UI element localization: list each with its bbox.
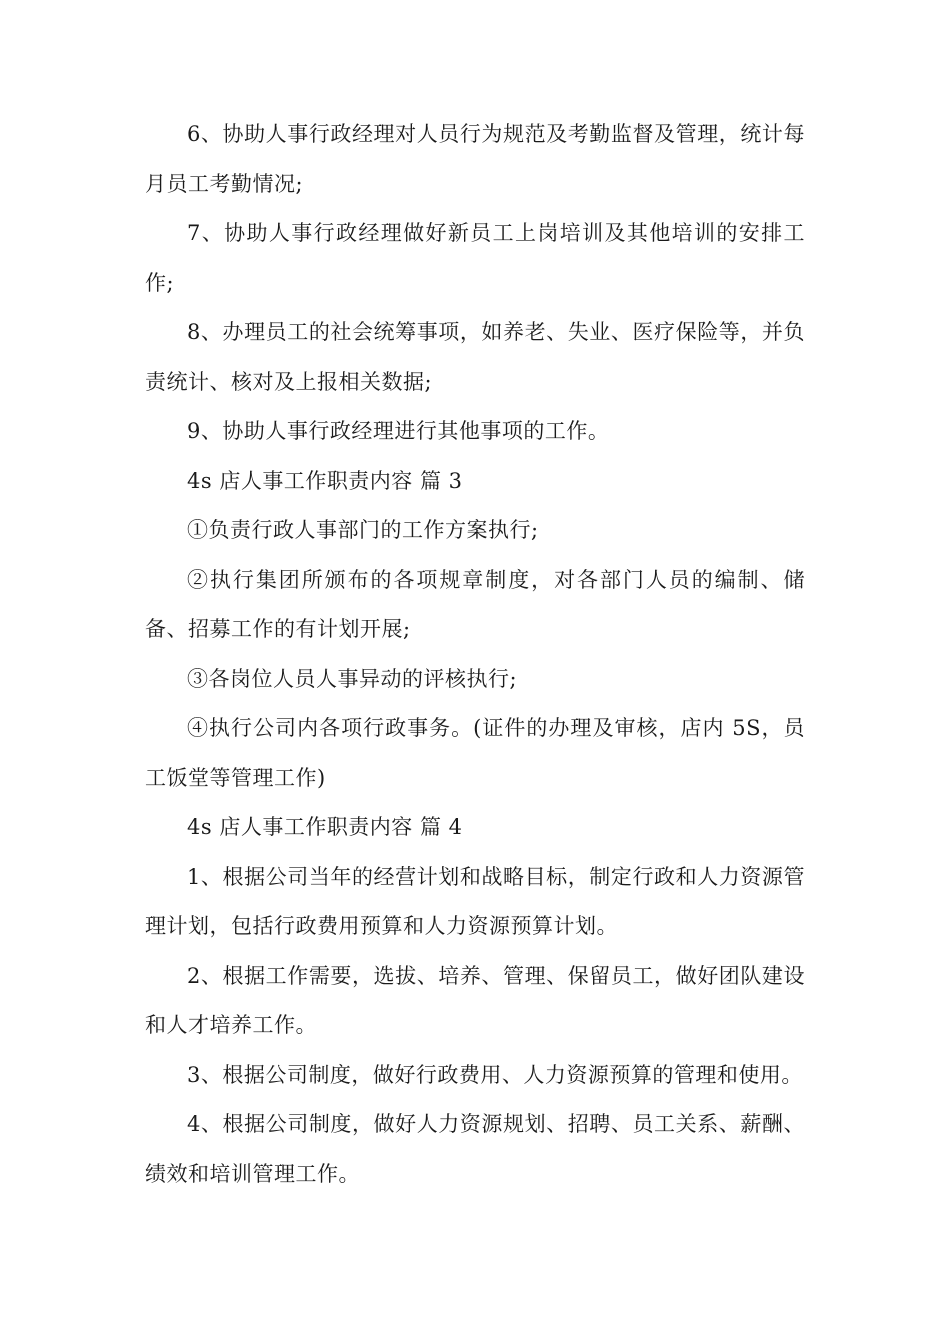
paragraph-item-2: 2、根据工作需要，选拔、培养、管理、保留员工，做好团队建设和人才培养工作。: [145, 963, 805, 1037]
paragraph-item-circled-1: ①负责行政人事部门的工作方案执行;: [187, 518, 539, 542]
paragraph-item-6: 6、协助人事行政经理对人员行为规范及考勤监督及管理，统计每月员工考勤情况;: [145, 122, 805, 196]
paragraph-item-circled-3: ③各岗位人员人事异动的评核执行;: [187, 666, 518, 691]
section-heading-4: 4s 店人事工作职责内容 篇 4: [187, 815, 463, 839]
section-heading-3: 4s 店人事工作职责内容 篇 3: [187, 468, 463, 493]
paragraph-item-7: 7、协助人事行政经理做好新员工上岗培训及其他培训的安排工作;: [145, 221, 805, 295]
paragraph-item-1: 1、根据公司当年的经营计划和战略目标，制定行政和人力资源管理计划，包括行政费用预算和人力资源预算计划。: [145, 864, 805, 938]
paragraph-item-circled-2: ②执行集团所颁布的各项规章制度，对各部门人员的编制、储备、招募工作的有计划开展;: [145, 567, 805, 641]
paragraph-item-9: 9、协助人事行政经理进行其他事项的工作。: [187, 419, 610, 443]
paragraph-item-circled-4: ④执行公司内各项行政事务。(证件的办理及审核，店内 5S，员工饭堂等管理工作): [145, 716, 805, 790]
document-body: [145, 110, 805, 1199]
paragraph-item-3: 3、根据公司制度，做好行政费用、人力资源预算的管理和使用。: [187, 1062, 803, 1087]
paragraph-item-4: 4、根据公司制度，做好人力资源规划、招聘、员工关系、薪酬、绩效和培训管理工作。: [145, 1112, 805, 1186]
paragraph-item-8: 8、办理员工的社会统筹事项，如养老、失业、医疗保险等，并负责统计、核对及上报相关数据;: [145, 320, 805, 394]
